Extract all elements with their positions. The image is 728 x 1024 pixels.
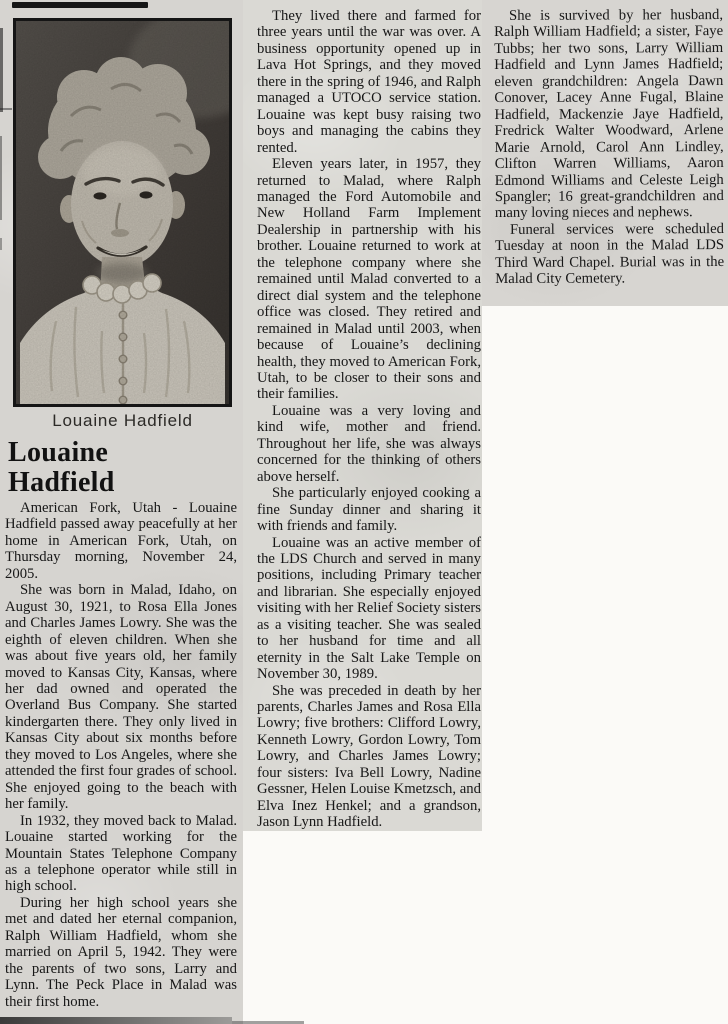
paragraph: She particularly enjoyed cooking a fine Sunday dinner and sharing it with friends and family. bbox=[257, 485, 481, 535]
middle-column bbox=[257, 8, 481, 831]
paragraph: They lived there and farmed for three years until the war was over. A business opportunity opened up in Lava Hot Springs, and they moved there in the spring of 1946, and Ralph managed a UTOCO service station. Louaine was kept busy raising two boys and managing the cabins they rented. bbox=[257, 8, 481, 156]
scan-artifact-bottom-bar bbox=[0, 1017, 232, 1024]
scan-artifact-edge-mark bbox=[0, 28, 3, 112]
headline-line-1: Louaine bbox=[8, 437, 109, 468]
obituary-headline bbox=[8, 438, 115, 498]
paragraph: In 1932, they moved back to Malad. Louaine started working for the Mountain States Telephone Company as a telephone operator while still in high school. bbox=[5, 812, 237, 895]
paragraph: She was born in Malad, Idaho, on August 30, 1921, to Rosa Ella Jones and Charles James Lowry. She was the eighth of eleven children. When she was about five years old, her family moved to Kansas City, Kansas, where her dad owned and operated the Overland Bus Company. She started kindergarten there. They only lived in Kansas City about six months before they moved to Los Angeles, where she attended the first four grades of school. She enjoyed going to the beach with her family. bbox=[5, 582, 237, 813]
portrait-illustration bbox=[16, 21, 229, 404]
scan-artifact-edge-mark bbox=[0, 238, 2, 250]
paragraph: She was preceded in death by her parents, Charles James and Rosa Ella Lowry; five brothers: Clifford Lowry, Kenneth Lowry, Gordon Lowry, Tom Lowry, and Charles James Lowry; four sisters: Iva Bell Lowry, Nadine Gessner, Helen Louise Kmetzsch, and Elva Inez Henkel; and a grandson, Jason Lynn Hadfield. bbox=[257, 682, 481, 831]
paragraph: She is survived by her husband, Ralph William Hadfield; a sister, Faye Tubbs; her two sons, Larry William Hadfield and Lynn James Hadfield; eleven grandchildren: Angela Dawn Conover, Lacey Anne Fugal, Blaine Hadfield, Mackenzie Jaye Hadfield, Fredrick Walter Woodward, Arlene Marie Arnold, Carol Ann Lindley, Clifton Warren Williams, Aaron Edmond Williams and Celeste Leigh Spangler; 16 great-grandchildren and many loving nieces and nephews. bbox=[494, 7, 724, 222]
left-column bbox=[5, 500, 237, 1010]
paragraph: During her high school years she met and dated her eternal companion, Ralph William Hadfield, whom she married on April 5, 1942. They were the parents of two sons, Larry and Lynn. The Peck Place in Malad was their first home. bbox=[5, 894, 237, 1010]
paragraph: American Fork, Utah - Louaine Hadfield passed away peacefully at her home in American Fork, Utah, on Thursday morning, November 24, 2005. bbox=[5, 500, 237, 582]
scan-artifact-edge-tick bbox=[0, 108, 12, 110]
paragraph: Louaine was a very loving and kind wife, mother and friend. Throughout her life, she was always concerned for the thinking of others above herself. bbox=[257, 402, 481, 485]
headline-line-2: Hadfield bbox=[8, 467, 115, 498]
scan-artifact-edge-mark bbox=[0, 136, 2, 220]
paragraph: Louaine was an active member of the LDS Church and served in many positions, including Primary teacher and librarian. She especially enjoyed visiting with her Relief Society sisters as a visiting teacher. She was sealed to her husband for time and all eternity in the Salt Lake Temple on November 30, 1989. bbox=[257, 534, 481, 683]
photo-caption: Louaine Hadfield bbox=[52, 411, 193, 430]
scan-artifact-top-bar bbox=[12, 2, 148, 8]
right-column bbox=[494, 7, 724, 288]
paragraph: Funeral services were scheduled Tuesday at noon in the Malad LDS Third Ward Chapel. Burial was in the Malad City Cemetery. bbox=[495, 220, 725, 288]
paragraph: Eleven years later, in 1957, they returned to Malad, where Ralph managed the Ford Automobile and New Holland Farm Implement Dealership in partnership with his brother. Louaine returned to work at the telephone company where she remained until Malad converted to a direct dial system and the telephone office was closed. They retired and remained in Malad until 2003, when because of Louaine’s declining health, they moved to American Fork, Utah, to be closer to their sons and their families. bbox=[257, 156, 481, 403]
obituary-portrait-photo bbox=[13, 18, 232, 407]
